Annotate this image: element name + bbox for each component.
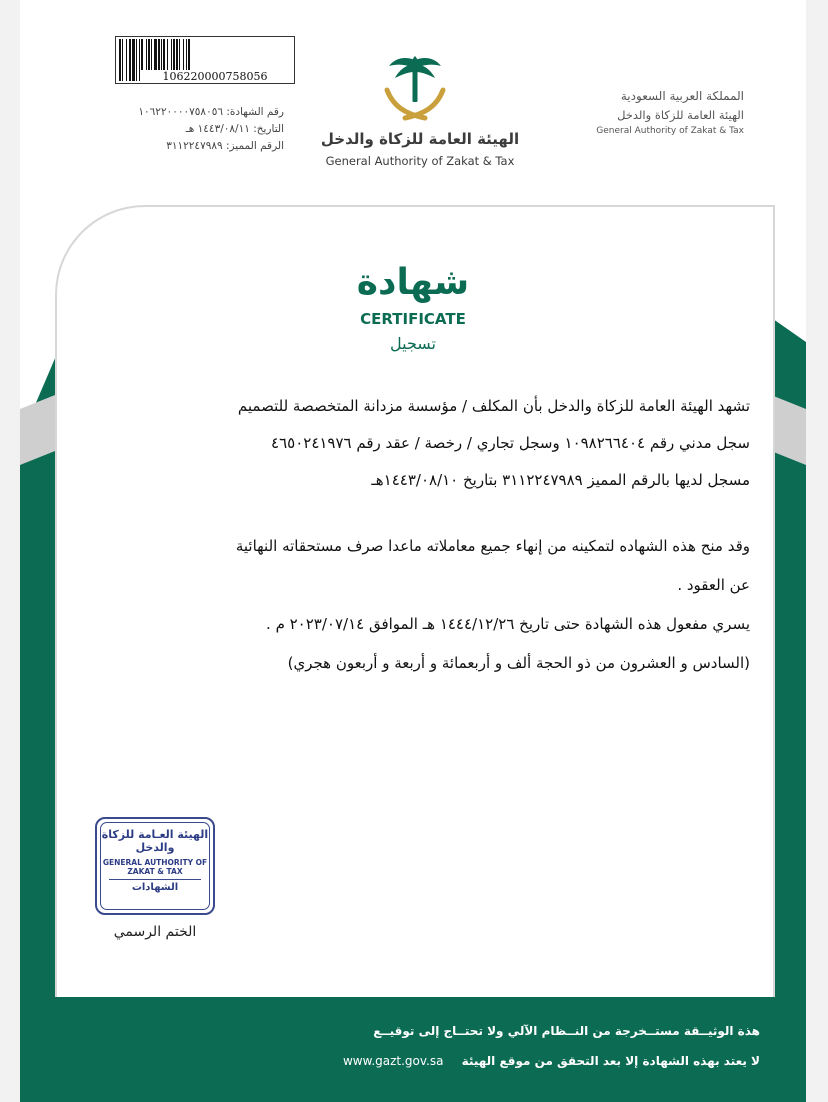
stamp-authority-ar: الهيئة العـامة للزكاة والدخل <box>101 828 209 854</box>
issuer-name-en: General Authority of Zakat & Tax <box>596 126 744 136</box>
body-paragraph-1 <box>90 388 750 499</box>
footer-verify <box>200 1054 760 1068</box>
authority-title-en: General Authority of Zakat & Tax <box>325 154 515 168</box>
official-stamp <box>95 817 215 915</box>
footer-notice: هذة الوثيــقة مستــخرجة من النــظام الآلي ولا تحتــاج إلى توقيــع <box>373 1024 760 1038</box>
body-line: سجل مدني رقم ١٠٩٨٢٦٦٤٠٤ وسجل تجاري / رخصة / عقد رقم ٤٦٥٠٢٤١٩٧٦ <box>271 434 750 452</box>
certificate-meta <box>104 104 284 155</box>
kingdom-name: المملكة العربية السعودية <box>620 89 744 103</box>
body-line: يسري مفعول هذه الشهادة حتى تاريخ ١٤٤٤/١٢/٢٦ هـ الموافق ٢٠٢٣/٠٧/١٤ م . <box>266 615 750 633</box>
body-paragraph-2 <box>90 527 750 683</box>
certificate-body <box>90 388 750 683</box>
body-line: عن العقود . <box>677 576 750 594</box>
official-stamp-label: الختم الرسمي <box>113 924 197 940</box>
body-line: (السادس و العشرون من ذو الحجة ألف و أربعمائة و أربعة و أربعون هجري) <box>287 654 750 672</box>
stamp-authority-en: GENERAL AUTHORITY OF ZAKAT & TAX <box>102 858 208 876</box>
distinctive-number: الرقم المميز: ٣١١٢٢٤٧٩٨٩ <box>166 140 284 152</box>
body-line: وقد منح هذه الشهاده لتمكينه من إنهاء جميع معاملاته ماعدا صرف مستحقاته النهائية <box>235 537 750 555</box>
certificate-number: رقم الشهادة: ١٠٦٢٢٠٠٠٠٧٥٨٠٥٦ <box>138 106 284 118</box>
certificate-type: تسجيل <box>390 334 436 353</box>
footer-verify-text: لا يعتد بهذه الشهادة إلا بعد التحقق من موقع الهيئة <box>461 1054 760 1068</box>
body-line: تشهد الهيئة العامة للزكاة والدخل بأن المكلف / مؤسسة مزدانة المتخصصة للتصميم <box>237 397 750 415</box>
issuer-block <box>580 89 744 136</box>
stamp-department: الشهادات <box>131 882 179 893</box>
certificate-page <box>20 0 806 1102</box>
issuer-name-ar: الهيئة العامة للزكاة والدخل <box>617 108 744 122</box>
stamp-divider <box>109 879 201 880</box>
authority-website-link[interactable]: www.gazt.gov.sa <box>342 1054 444 1068</box>
certificate-title-ar: شهادة <box>356 262 470 303</box>
footer-band <box>20 990 806 1102</box>
certificate-title-en: CERTIFICATE <box>360 310 466 328</box>
authority-title-ar: الهيئة العامة للزكاة والدخل <box>320 130 520 148</box>
barcode-number: 106220000758056 <box>140 70 290 83</box>
palm-swords-logo-icon <box>375 52 455 124</box>
body-line: مسجل لديها بالرقم المميز ٣١١٢٢٤٧٩٨٩ بتاريخ ١٤٤٣/٠٨/١٠هـ <box>371 471 750 489</box>
certificate-date: التاريخ: ١٤٤٣/٠٨/١١ هـ <box>185 123 284 135</box>
